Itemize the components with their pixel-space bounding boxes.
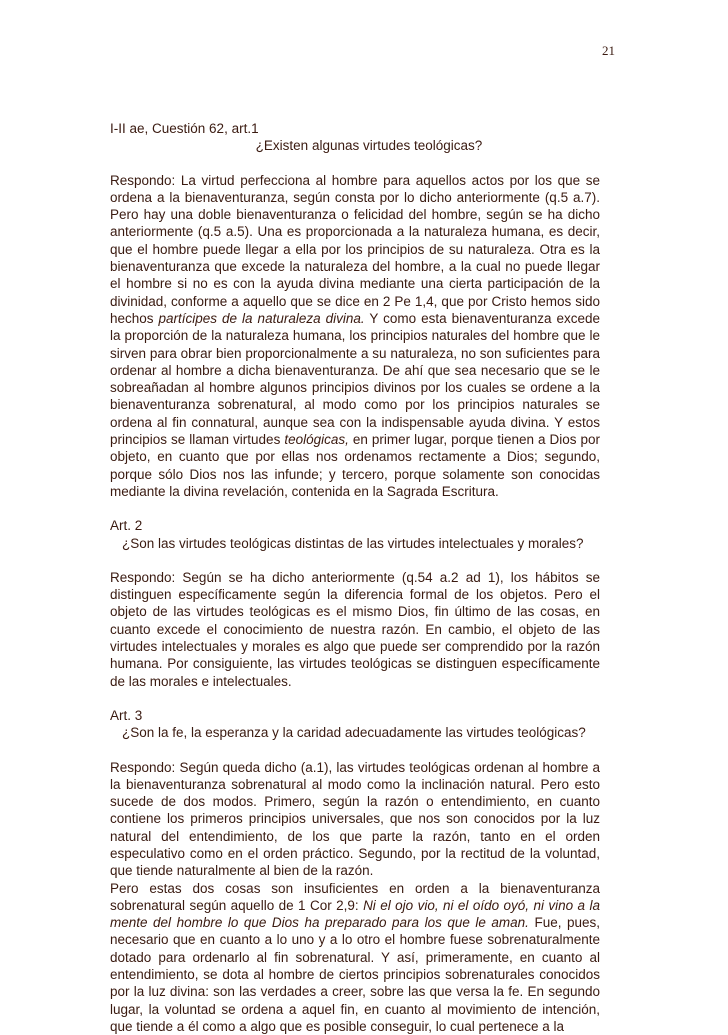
article-3-paragraph-2 xyxy=(110,880,600,1035)
italic-text: teológicas, xyxy=(284,432,349,448)
article-2-question: ¿Son las virtudes teológicas distintas de las virtudes intelectuales y morales? xyxy=(122,535,584,551)
article-2-heading: Art. 2 xyxy=(110,518,143,534)
text-run: Fue, pues, necesario que en cuanto a lo uno y a lo otro el hombre fuese sobrenaturalmente dotado para ordenarlo al fin sobrenatural. Y así, primeramente, en cuanto al entendimiento, se dota al hombre de ciertos principios sobrenaturales conocidos por la luz divina: son las verdades a creer, sobre las que versa la fe. En segundo lugar, la voluntad se ordena a aquel fin, en cuanto al movimiento de intención, que tiende a él como a algo que es posible conseguir, lo cual pertenece a la xyxy=(110,915,601,1034)
article-3-question: ¿Son la fe, la esperanza y la caridad adecuadamente las virtudes teológicas? xyxy=(122,725,586,741)
text-run: Y como esta bienaventuranza excede la proporción de la naturaleza humana, los principios naturales del hombre que le sirven para obrar bien proporcionalmente a su naturaleza, no son suficientes para ordenar al hombre a dicha bienaventuranza. De ahí que sea necesario que se le sobreañadan al hombre algunos principios divinos por los cuales se ordene a la bienaventuranza sobrenatural, al modo como por los principios naturales se ordena al fin connatural, aunque sea con la indispensable ayuda divina. Y estos principios se llaman virtudes xyxy=(110,310,600,448)
spacer xyxy=(110,690,600,707)
text-run: Pero estas dos cosas son insuficientes en orden a la bienaventuranza sobrenatural según aquello de 1 Cor 2,9: xyxy=(110,880,600,913)
italic-text: Ni el ojo vio, ni el oído oyó, ni vino a la mente del hombre lo que Dios ha preparado para los que le aman. xyxy=(110,897,600,931)
text-run: Respondo: La virtud perfecciona al hombre para aquellos actos por los que se ordena a la bienaventuranza, según consta por lo dicho anteriormente (q.5 a.7). Pero hay una doble bienaventuranza o felicidad del hombre, según se ha dicho anteriormente (q.5 a.5). Una es proporcionada a la naturaleza humana, es decir, que el hombre puede llegar a ella por los principios de su naturaleza. Otra es la bienaventuranza que excede la naturaleza del hombre, a la cual no puede llegar el hombre si no es con la ayuda divina mediante una cierta participación de la divinidad, conforme a aquello que se dice en 2 Pe 1,4, que por Cristo hemos sido hechos xyxy=(110,172,600,326)
article-1-paragraph xyxy=(110,172,600,501)
article-1-heading: I-II ae, Cuestión 62, art.1 xyxy=(110,121,259,136)
spacer xyxy=(110,552,600,569)
article-3-paragraph: Respondo: Según queda dicho (a.1), las virtudes teológicas ordenan al hombre a la bienaventuranza sobrenatural al modo como la inclinación natural. Pero esto sucede de dos modos. Primero, según la razón o entendimiento, en cuanto contiene los primeros principios universales, que nos son conocidos por la luz natural del entendimiento, de los que parte la razón, tanto en el orden especulativo como en el orden práctico. Segundo, por la rectitud de la voluntad, que tiende naturalmente al bien de la razón. xyxy=(110,759,600,879)
page-number: 21 xyxy=(602,43,615,58)
article-2-paragraph: Respondo: Según se ha dicho anteriormente (q.54 a.2 ad 1), los hábitos se distinguen específicamente según la diferencia formal de los objetos. Pero el objeto de las virtudes teológicas es el mismo Dios, fin último de las cosas, en cuanto excede el conocimiento de nuestra razón. En cambio, el objeto de las virtudes intelectuales y morales es algo que puede ser comprendido por la razón humana. Por consiguiente, las virtudes teológicas se distinguen específicamente de las morales e intelectuales. xyxy=(110,569,600,689)
spacer xyxy=(110,500,600,517)
italic-text: partícipes de la naturaleza divina. xyxy=(158,310,365,326)
document-body xyxy=(110,120,600,1035)
spacer xyxy=(110,742,600,759)
article-3-heading: Art. 3 xyxy=(110,707,143,723)
text-run: en primer lugar, porque tienen a Dios por objeto, en cuanto que por ellas nos ordenamos rectamente a Dios; segundo, porque sólo Dios nos las infunde; y tercero, porque solamente son conocidas mediante la divina revelación, contenida en la Sagrada Escritura. xyxy=(110,432,600,499)
article-1-question: ¿Existen algunas virtudes teológicas? xyxy=(255,138,483,154)
spacer xyxy=(110,155,600,172)
